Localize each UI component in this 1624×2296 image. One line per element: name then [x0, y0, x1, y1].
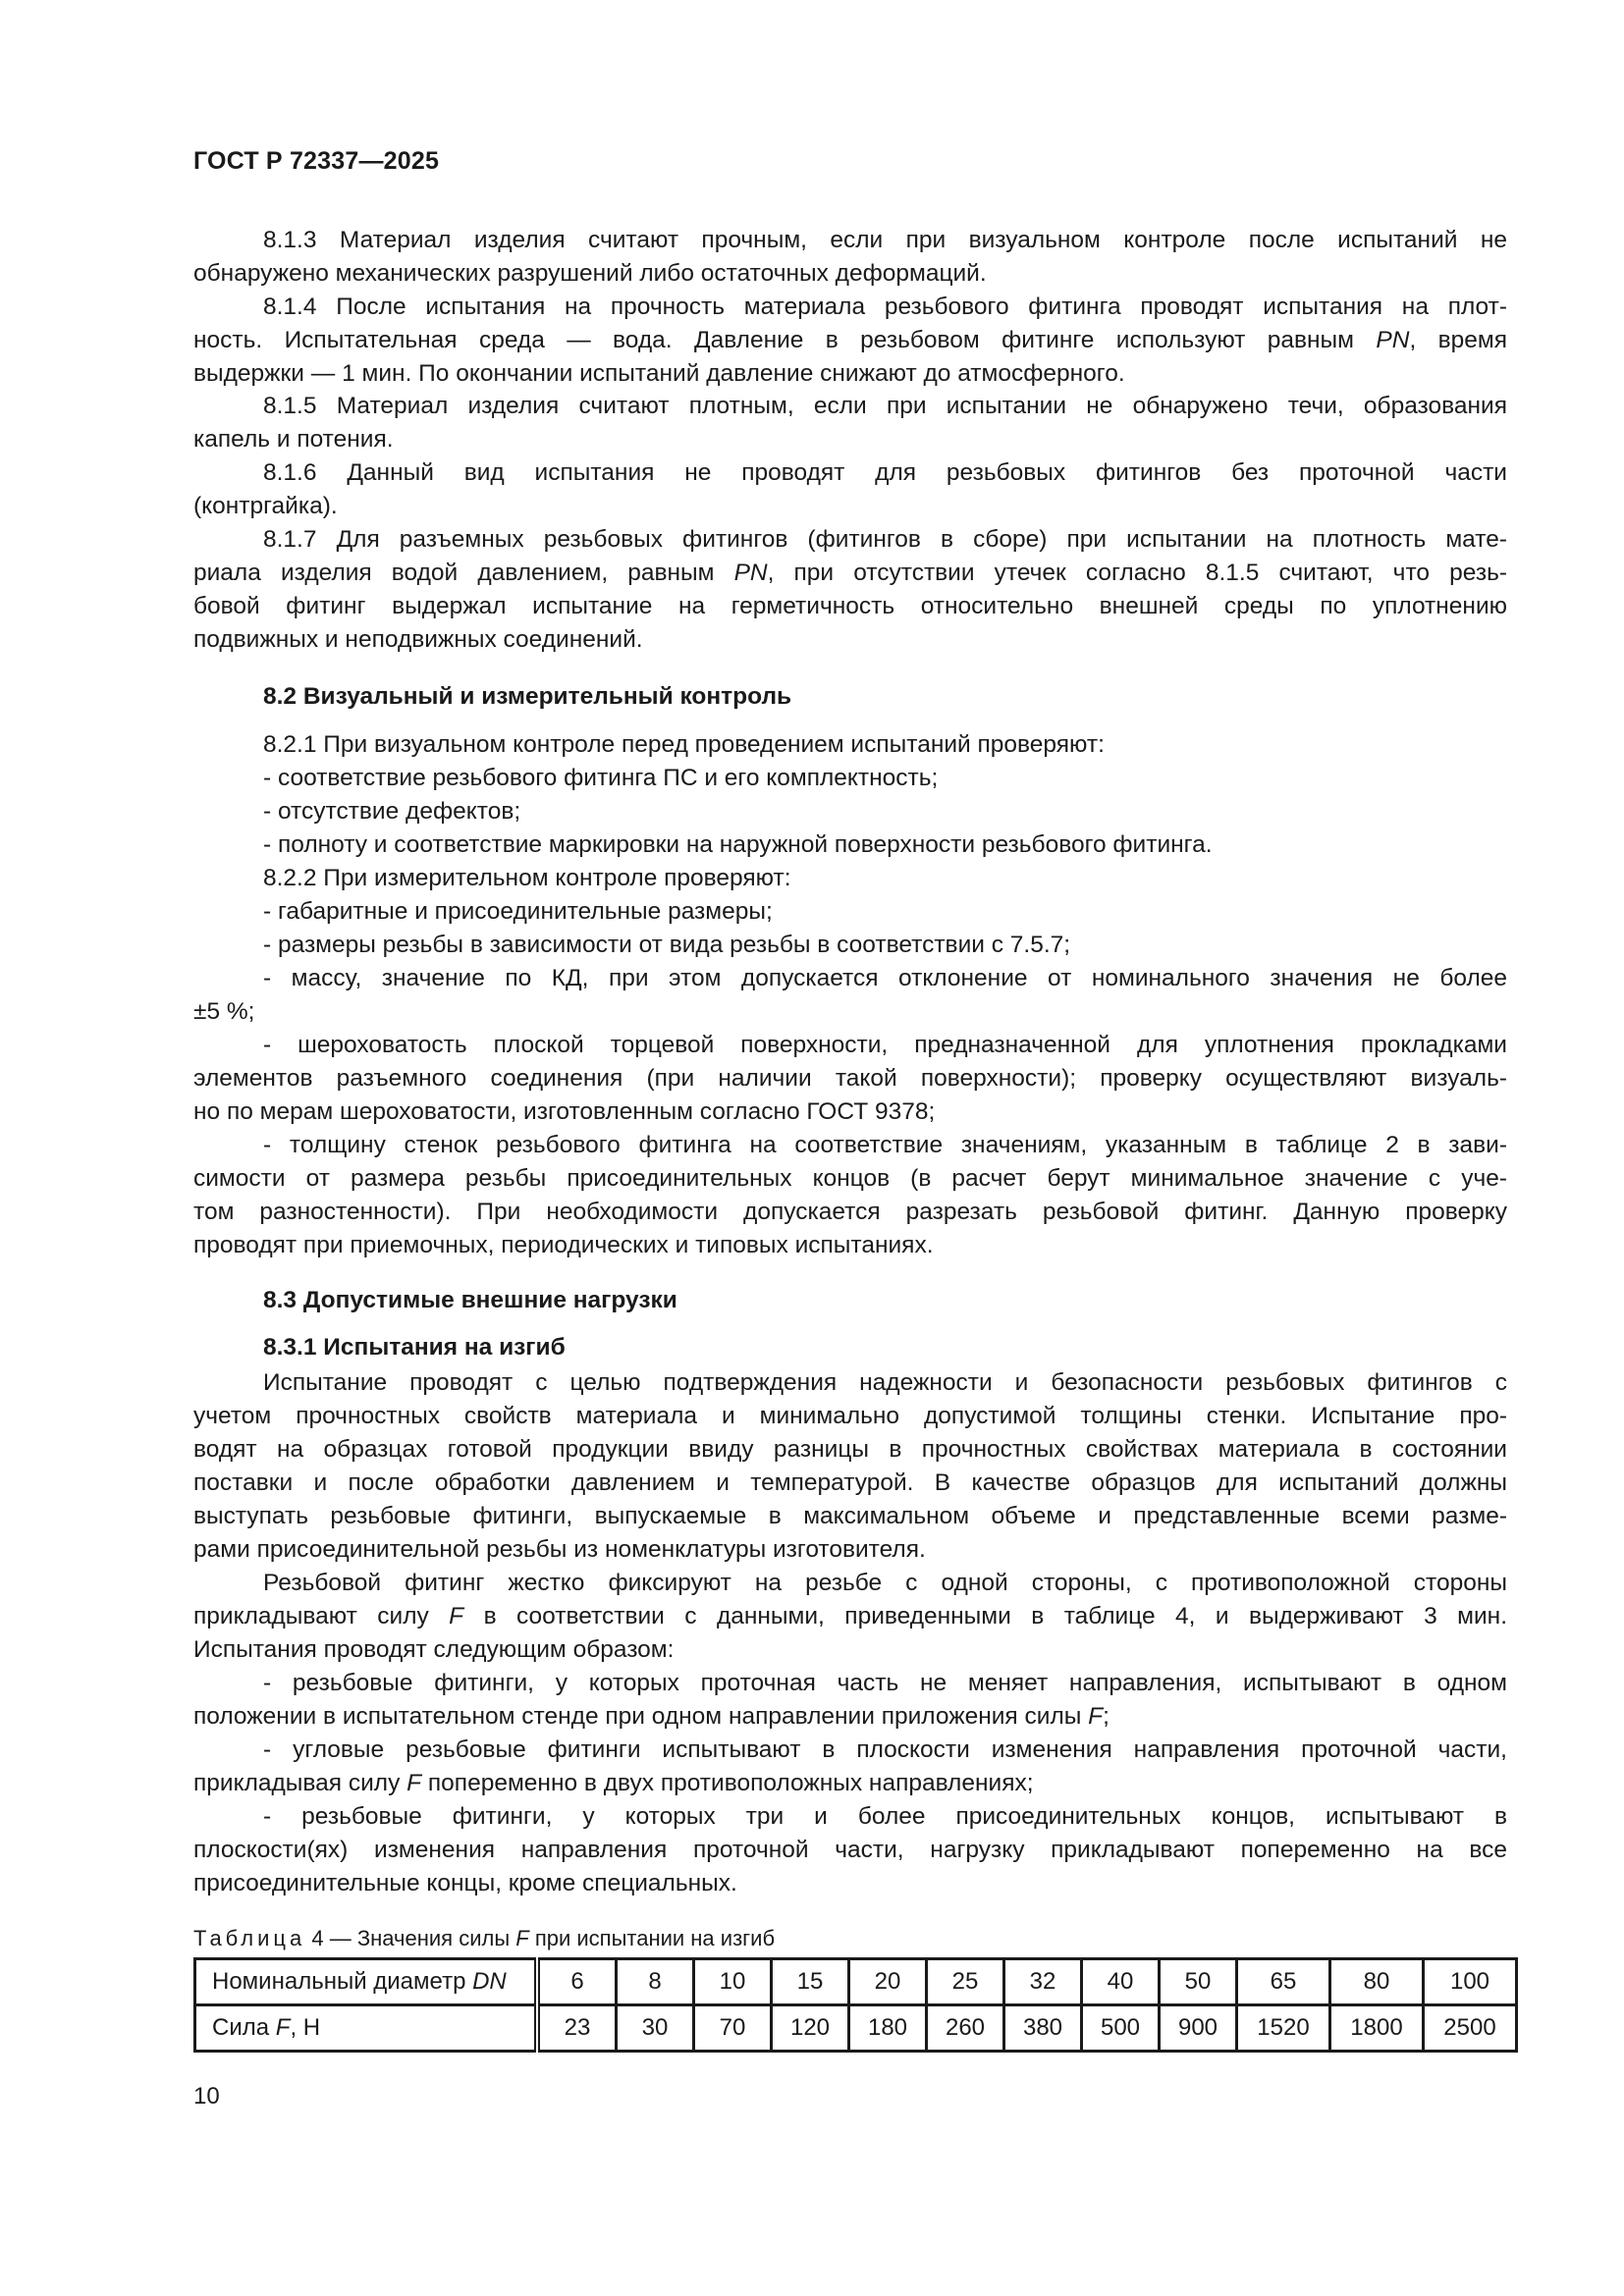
cell-force: 30: [617, 2005, 694, 2052]
page-number: 10: [193, 2083, 220, 2109]
list-item: - отсутствие дефектов;: [263, 798, 521, 825]
cell-force: 500: [1082, 2005, 1160, 2052]
paragraph-8-1-4: [193, 291, 1507, 391]
cell-dn: 15: [772, 1959, 849, 2005]
subsection-heading-8-3-1: 8.3.1 Испытания на изгиб: [263, 1334, 566, 1361]
cell-force: 1520: [1237, 2005, 1330, 2052]
list-item: - габаритные и присоединительные размеры;: [263, 898, 773, 925]
text-line: 8.2.1 При визуальном контроле перед проведением испытаний проверяют:: [263, 731, 1105, 758]
list-item: - резьбовые фитинги, у которых три и более присоединительных концов, испытывают в: [263, 1803, 1507, 1830]
cell-force: 120: [772, 2005, 849, 2052]
text-line: том разностенности). При необходимости допускается разрезать резьбовой фитинг. Данную проверку: [193, 1199, 1507, 1225]
list-8-2: [193, 728, 1507, 1262]
cell-dn: 40: [1082, 1959, 1160, 2005]
text-line: 8.2.2 При измерительном контроле проверяют:: [263, 865, 791, 891]
list-item: - соответствие резьбового фитинга ПС и его комплектность;: [263, 765, 939, 791]
text-line: прикладывают силу F в соответствии с данными, приведенными в таблице 4, и выдерживают 3 мин.: [193, 1603, 1507, 1629]
text-line: риала изделия водой давлением, равным PN, при отсутствии утечек согласно 8.1.5 считают, что резь-: [193, 560, 1507, 586]
cell-force: 180: [849, 2005, 927, 2052]
text-line: ±5 %;: [193, 998, 255, 1025]
cell-force: 70: [694, 2005, 772, 2052]
text-line: 8.1.7 Для разъемных резьбовых фитингов (фитингов в сборе) при испытании на плотность мате-: [263, 526, 1507, 553]
table-row-dn: [195, 1959, 1517, 2005]
paragraph-8-1-3: [193, 224, 1507, 291]
list-item: - толщину стенок резьбового фитинга на соответствие значениям, указанным в таблице 2 в зави-: [263, 1132, 1507, 1158]
text-line: 8.1.6 Данный вид испытания не проводят для резьбовых фитингов без проточной части: [263, 459, 1507, 486]
cell-dn: 20: [849, 1959, 927, 2005]
list-item: - размеры резьбы в зависимости от вида резьбы в соответствии с 7.5.7;: [263, 932, 1071, 958]
text-line: выступать резьбовые фитинги, выпускаемые в максимальном объеме и представленные всеми разме-: [193, 1503, 1507, 1529]
cell-dn: 100: [1424, 1959, 1517, 2005]
row-label-force: Сила F, Н: [195, 2005, 538, 2052]
document-id-header: ГОСТ Р 72337—2025: [193, 147, 440, 175]
text-line: 8.1.3 Материал изделия считают прочным, если при визуальном контроле после испытаний не: [263, 227, 1507, 253]
cell-dn: 50: [1160, 1959, 1237, 2005]
text-line: водят на образцах готовой продукции ввиду разницы в прочностных свойствах материала в состоянии: [193, 1436, 1507, 1463]
text-line: плоскости(ях) изменения направления проточной части, нагрузку прикладывают попеременно на все: [193, 1837, 1507, 1863]
cell-force: 380: [1004, 2005, 1082, 2052]
text-line: прикладывая силу F попеременно в двух противоположных направлениях;: [193, 1770, 1034, 1796]
text-line: обнаружено механических разрушений либо остаточных деформаций.: [193, 260, 987, 287]
text-line: Резьбовой фитинг жестко фиксируют на резьбе с одной стороны, с противоположной стороны: [263, 1570, 1507, 1596]
text-line: рами присоединительной резьбы из номенклатуры изготовителя.: [193, 1536, 926, 1563]
text-line: ность. Испытательная среда — вода. Давление в резьбовом фитинге используют равным PN, время: [193, 327, 1507, 353]
row-label-dn: Номинальный диаметр DN: [195, 1959, 538, 2005]
text-line: присоединительные концы, кроме специальных.: [193, 1870, 737, 1896]
cell-dn: 25: [927, 1959, 1004, 2005]
cell-force: 2500: [1424, 2005, 1517, 2052]
text-line: 8.1.5 Материал изделия считают плотным, если при испытании не обнаружено течи, образования: [263, 393, 1507, 419]
cell-dn: 80: [1330, 1959, 1424, 2005]
section-heading-8-3: 8.3 Допустимые внешние нагрузки: [263, 1287, 677, 1313]
text-line: поставки и после обработки давлением и температурой. В качестве образцов для испытаний должны: [193, 1469, 1507, 1496]
text-line: Испытания проводят следующим образом:: [193, 1636, 675, 1663]
text-line: положении в испытательном стенде при одном направлении приложения силы F;: [193, 1703, 1110, 1730]
text-line: симости от размера резьбы присоединительных концов (в расчет берут минимальное значение с уче-: [193, 1165, 1507, 1192]
table-row-force: [195, 2005, 1517, 2052]
cell-dn: 10: [694, 1959, 772, 2005]
list-item: - полноту и соответствие маркировки на наружной поверхности резьбового фитинга.: [263, 831, 1213, 858]
cell-dn: 32: [1004, 1959, 1082, 2005]
paragraph-8-3-1-a: [193, 1366, 1507, 1900]
text-line: учетом прочностных свойств материала и минимально допустимой толщины стенки. Испытание про-: [193, 1403, 1507, 1429]
cell-force: 900: [1160, 2005, 1237, 2052]
paragraph-8-1-7: [193, 523, 1507, 657]
table-caption-text: 4 — Значения силы F при испытании на изгиб: [305, 1926, 776, 1950]
list-item: - массу, значение по КД, при этом допускается отклонение от номинального значения не более: [263, 965, 1507, 991]
section-heading-8-2: 8.2 Визуальный и измерительный контроль: [263, 683, 792, 710]
cell-force: 1800: [1330, 2005, 1424, 2052]
text-line: (контргайка).: [193, 493, 338, 519]
text-line: капель и потения.: [193, 426, 394, 453]
text-line: выдержки — 1 мин. По окончании испытаний давление снижают до атмосферного.: [193, 360, 1125, 387]
list-item: - угловые резьбовые фитинги испытывают в плоскости изменения направления проточной части,: [263, 1736, 1507, 1763]
cell-dn: 6: [537, 1959, 617, 2005]
table-caption: [193, 1924, 775, 1953]
table-caption-prefix: Таблица: [193, 1926, 306, 1950]
list-item: - шероховатость плоской торцевой поверхности, предназначенной для уплотнения прокладками: [263, 1032, 1507, 1058]
cell-force: 23: [537, 2005, 617, 2052]
text-line: бовой фитинг выдержал испытание на герметичность относительно внешней среды по уплотнению: [193, 593, 1507, 619]
paragraph-8-1-6: [193, 456, 1507, 523]
text-line: элементов разъемного соединения (при наличии такой поверхности); проверку осуществляют визуаль-: [193, 1065, 1507, 1092]
text-line: 8.1.4 После испытания на прочность материала резьбового фитинга проводят испытания на плот-: [263, 294, 1507, 320]
cell-dn: 8: [617, 1959, 694, 2005]
list-item: - резьбовые фитинги, у которых проточная часть не меняет направления, испытывают в одном: [263, 1670, 1507, 1696]
text-line: но по мерам шероховатости, изготовленным согласно ГОСТ 9378;: [193, 1098, 936, 1125]
text-line: Испытание проводят с целью подтверждения надежности и безопасности резьбовых фитингов с: [263, 1369, 1507, 1396]
text-line: подвижных и неподвижных соединений.: [193, 626, 643, 653]
cell-force: 260: [927, 2005, 1004, 2052]
text-line: проводят при приемочных, периодических и типовых испытаниях.: [193, 1232, 934, 1258]
cell-dn: 65: [1237, 1959, 1330, 2005]
paragraph-8-1-5: [193, 390, 1507, 456]
table-4-bending-force: [193, 1957, 1518, 2053]
